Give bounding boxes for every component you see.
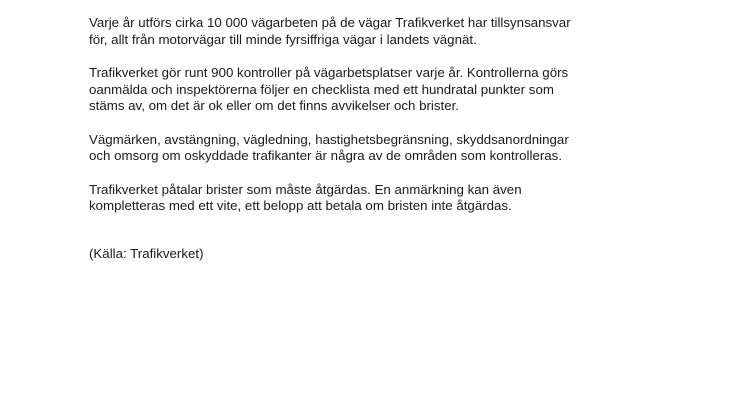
article-body (89, 15, 689, 279)
text-line: Trafikverket gör runt 900 kontroller på vägarbetsplatser varje år. Kontrollerna görs (89, 65, 569, 80)
text-line: kompletteras med ett vite, ett belopp att betala om bristen inte åtgärdas. (89, 198, 512, 213)
paragraph-inspected-areas (89, 132, 689, 165)
text-line: Trafikverket påtalar brister som måste åtgärdas. En anmärkning kan även (89, 181, 522, 197)
text-line: för, allt från motorvägar till minde fyrsiffriga vägar i landets vägnät. (89, 31, 477, 47)
source-citation: (Källa: Trafikverket) (89, 245, 204, 261)
text-line: och omsorg om oskyddade trafikanter är några av de områden som kontrolleras. (89, 148, 563, 163)
text-line: stäms av, om det är ok eller om det finns avvikelser och brister. (89, 98, 459, 113)
text-line: Varje år utförs cirka 10 000 vägarbeten på de vägar Trafikverket har tillsynsansvar (89, 15, 571, 30)
paragraph-inspections (89, 65, 689, 115)
paragraph-roadworks-count (89, 15, 689, 48)
text-line: oanmälda och inspektörerna följer en checklista med ett hundratal punkter som (89, 81, 554, 97)
paragraph-remarks-and-fines (89, 182, 689, 215)
text-line: Vägmärken, avstängning, vägledning, hastighetsbegränsning, skyddsanordningar (89, 131, 569, 147)
